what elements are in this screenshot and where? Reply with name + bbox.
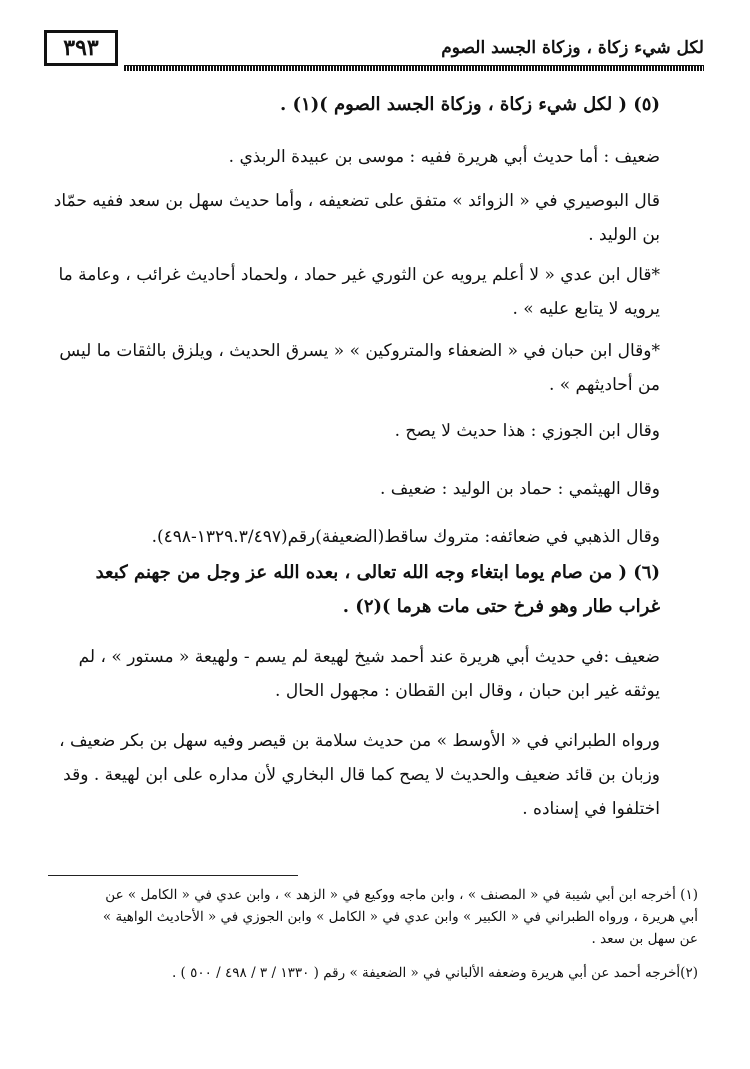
hadith-6-heading: (٦) ( من صام يوما ابتغاء وجه الله تعالى ، بعده الله عز وجل من جهنم كبعد غراب طار وهو فرخ حتى مات هرما )(٢) .: [95, 562, 660, 617]
running-title: لكل شيء زكاة ، وزكاة الجسد الصوم: [441, 38, 704, 58]
ibn-hibban-paragraph: *وقال ابن حبان في « الضعفاء والمتروكين » « يسرق الحديث ، ويلزق بالثقات ما ليس من أحاديثهم » .: [59, 341, 660, 395]
footnote-2: (٢)أخرجه أحمد عن أبي هريرة وضعفه الألباني في « الضعيفة » رقم ( ١٣٣٠ / ٣ / ٤٩٨ / ٥٠٠ ) .: [171, 965, 698, 981]
hadith-5-heading: (٥) ( لكل شيء زكاة ، وزكاة الجسد الصوم )(١) .: [279, 94, 660, 115]
ibn-jawzi-paragraph: وقال ابن الجوزي : هذا حديث لا يصح .: [394, 421, 660, 441]
footnote-1: (١) أخرجه ابن أبي شيبة في « المصنف » ، وابن ماجه ووكيع في « الزهد » ، وابن عدي في « الكامل » عن أبي هريرة ، ورواه الطبراني في « الكبير » وابن عدي في « الكامل » وابن الجوزي في « الأحاديث الواهية » عن سهل بن سعد .: [102, 887, 698, 947]
header-rule: [124, 65, 704, 71]
busiri-paragraph: قال البوصيري في « الزوائد » متفق على تضعيفه ، وأما حديث سهل بن سعد ففيه حمّاد بن الوليد .: [53, 191, 660, 245]
tabarani-paragraph: ورواه الطبراني في « الأوسط » من حديث سلامة بن قيصر وفيه سهل بن بكر ضعيف ، وزبان بن قائد ضعيف والحديث لا يصح كما قال البخاري لأن مداره على ابن لهيعة . وقد اختلفوا في إسناده .: [59, 731, 660, 819]
footnote-separator: [48, 875, 298, 876]
grading-paragraph-2: ضعيف :في حديث أبي هريرة عند أحمد شيخ لهيعة لم يسم - ولهيعة « مستور » ، لم يوثقه غير ابن حبان ، وقال ابن القطان : مجهول الحال .: [78, 647, 660, 701]
haythami-paragraph: وقال الهيثمي : حماد بن الوليد : ضعيف .: [380, 479, 660, 499]
ibn-adi-paragraph: *قال ابن عدي « لا أعلم يرويه عن الثوري غير حماد ، ولحماد أحاديث غرائب ، وعامة ما يرويه لا يتابع عليه » .: [58, 265, 660, 319]
running-header: [44, 28, 704, 72]
grading-paragraph: ضعيف : أما حديث أبي هريرة ففيه : موسى بن عبيدة الربذي .: [228, 147, 660, 167]
page-number: ٣٩٣: [44, 30, 118, 66]
dhahabi-paragraph: وقال الذهبي في ضعائفه: متروك ساقط(الضعيفة)رقم(١٣٢٩.٣/٤٩٧-٤٩٨).: [151, 527, 660, 547]
